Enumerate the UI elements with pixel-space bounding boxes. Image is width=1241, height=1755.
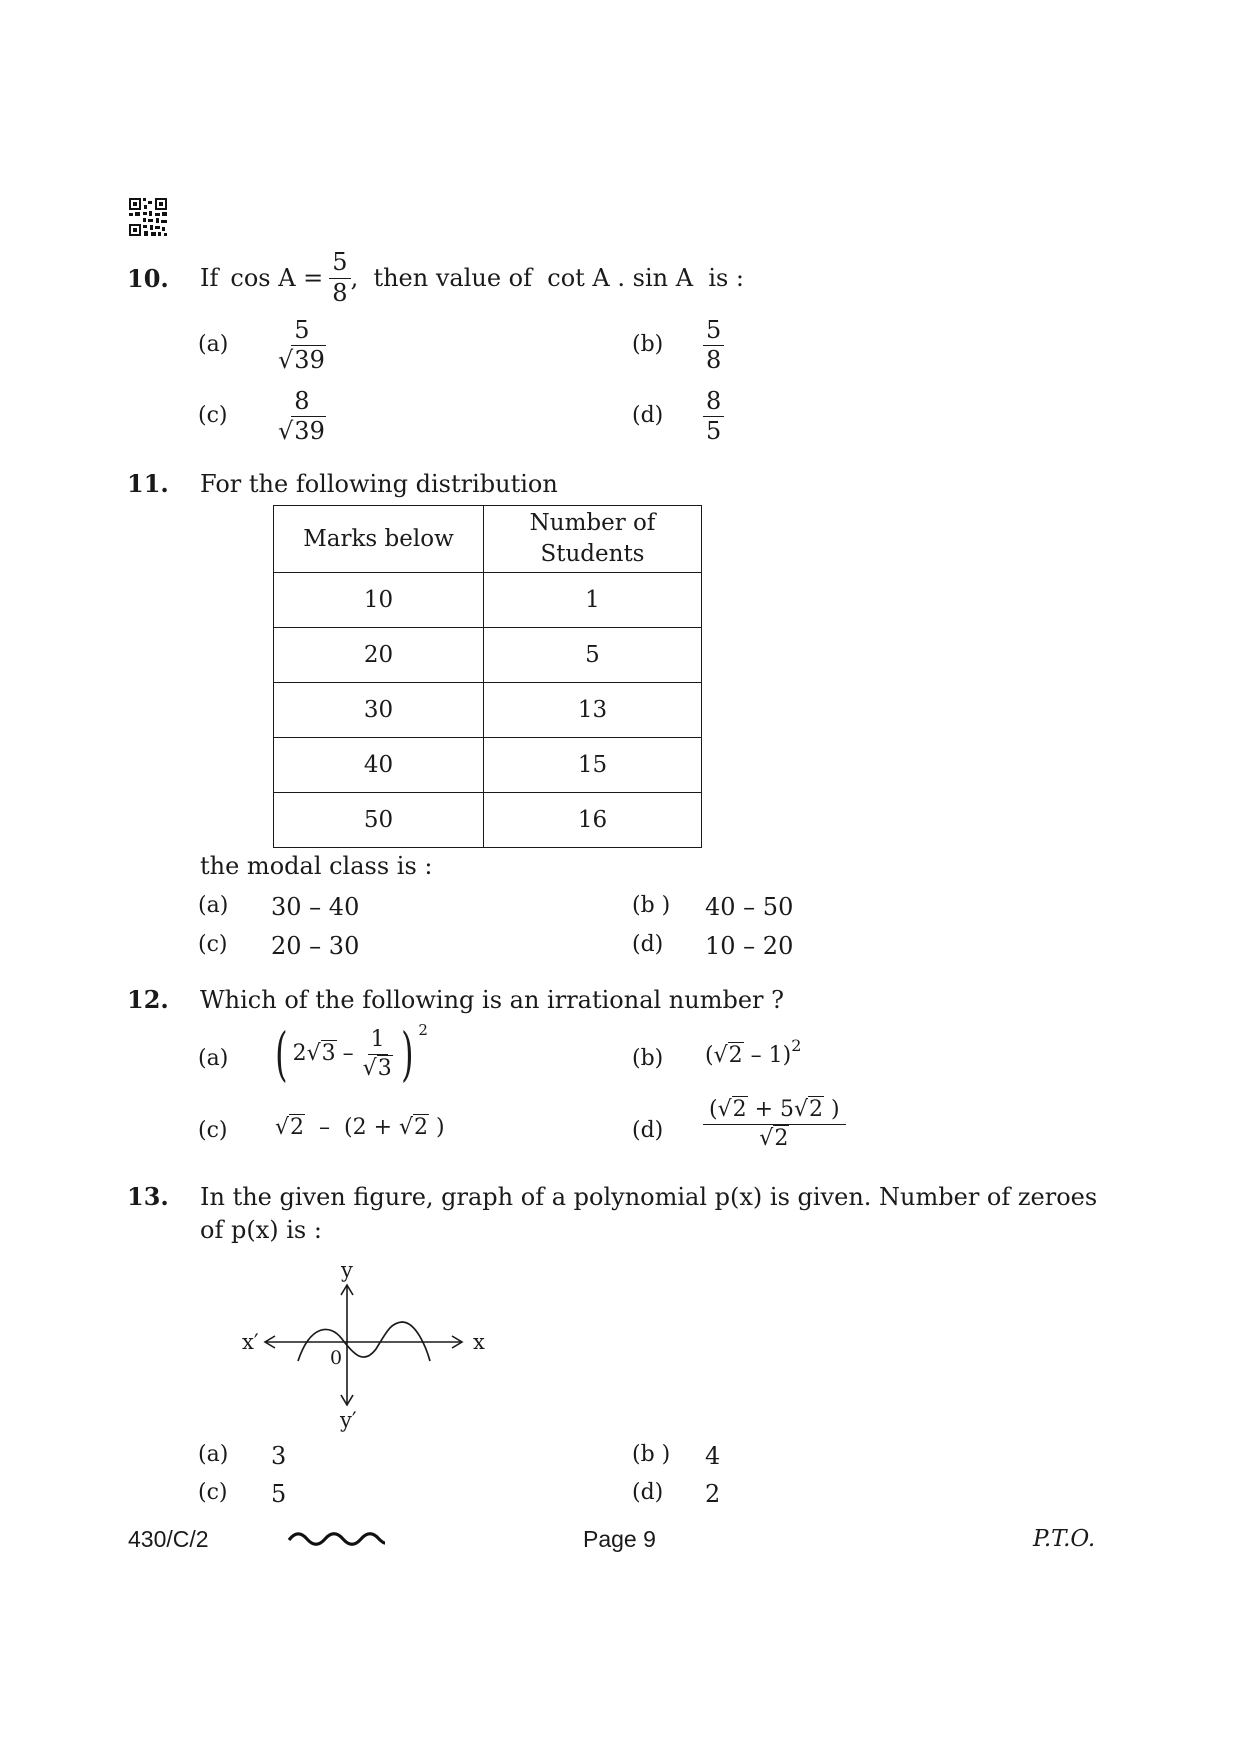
numerator: 5: [329, 250, 350, 278]
fraction: [703, 318, 724, 373]
option-a-label: (a): [198, 1046, 229, 1071]
table-row: [274, 683, 702, 738]
table-row: [274, 738, 702, 793]
fraction: [329, 250, 350, 305]
denominator: 8: [332, 278, 348, 307]
question-text-part: If: [200, 264, 219, 292]
denominator: √39: [278, 346, 325, 375]
numerator: 5: [703, 318, 724, 346]
question-text: of p(x) is :: [200, 1216, 322, 1244]
option-b-label: (b): [632, 332, 664, 357]
table-cell: 40: [274, 738, 484, 793]
option-d-label: (d): [632, 1480, 664, 1505]
option-b-value: [703, 318, 724, 373]
fraction: [275, 389, 329, 444]
table-header-row: [274, 506, 702, 573]
question-text-part: cos A =: [230, 264, 324, 292]
distribution-table: [273, 505, 702, 848]
table-cell: 50: [274, 793, 484, 848]
question-number: 12.: [127, 985, 169, 1014]
y-prime-label: y′: [340, 1408, 357, 1432]
polynomial-graph-figure: [230, 1255, 500, 1445]
option-d-label: (d): [632, 403, 664, 428]
option-b-value: 40 – 50: [705, 893, 794, 921]
option-d-label: (d): [632, 1118, 664, 1143]
option-b-label: (b ): [632, 1442, 671, 1467]
table-cell: 13: [484, 683, 702, 738]
option-a-value: 3: [271, 1442, 287, 1470]
option-a-value: [275, 318, 329, 373]
option-d-value: [703, 1098, 846, 1150]
option-d-value: 2: [705, 1480, 721, 1508]
question-text-part: , then value of cot A . sin A is :: [350, 264, 745, 292]
question-text: the modal class is :: [200, 852, 433, 880]
option-b-value: (√2 – 1)$^2$: [705, 1036, 802, 1068]
question-text: In the given figure, graph of a polynomial p(x) is given. Number of zeroes: [200, 1183, 1098, 1211]
option-a-value: 30 – 40: [271, 893, 360, 921]
question-text: [200, 250, 744, 306]
option-c-value: 5: [271, 1480, 287, 1508]
table-cell: 16: [484, 793, 702, 848]
option-c-value: 20 – 30: [271, 932, 360, 960]
option-c-label: (c): [198, 403, 228, 428]
x-label: x: [473, 1330, 485, 1354]
fraction: [275, 318, 329, 373]
option-a-value: ( 2√3 – $\frac{1}{√3}$ ) 2: [275, 1020, 428, 1088]
fraction: [703, 389, 724, 444]
option-d-label: (d): [632, 932, 664, 957]
table-row: [274, 793, 702, 848]
paper-code: 430/C/2: [128, 1526, 209, 1552]
option-c-label: (c): [198, 1480, 228, 1505]
denominator: 5: [706, 417, 722, 446]
numerator: 5: [291, 318, 312, 346]
option-a-label: (a): [198, 332, 229, 357]
table-header-cell: Number of Students: [484, 506, 702, 573]
option-c-label: (c): [198, 1118, 228, 1143]
option-d-value: 10 – 20: [705, 932, 794, 960]
wave-decoration-icon: [287, 1530, 387, 1548]
table-row: [274, 573, 702, 628]
numerator: 8: [291, 389, 312, 417]
option-b-value: 4: [705, 1442, 721, 1470]
question-number: 11.: [127, 469, 169, 498]
table-cell: 15: [484, 738, 702, 793]
numerator: 8: [703, 389, 724, 417]
option-a-label: (a): [198, 1442, 229, 1467]
table-cell: 5: [484, 628, 702, 683]
table-cell: 1: [484, 573, 702, 628]
origin-label: 0: [330, 1347, 343, 1369]
fraction: $\frac{(√2 + 5√2 )}{√2}$: [703, 1098, 846, 1150]
table-cell: 10: [274, 573, 484, 628]
question-number: 13.: [127, 1182, 169, 1211]
y-label: y: [341, 1258, 353, 1282]
qr-code-icon: [129, 198, 167, 236]
table-cell: 30: [274, 683, 484, 738]
question-number: 10.: [127, 264, 169, 293]
table-header-cell: Marks below: [274, 506, 484, 573]
denominator: 8: [706, 346, 722, 375]
pto-label: P.T.O.: [1033, 1526, 1096, 1552]
option-c-value: [275, 389, 329, 444]
option-d-value: [703, 389, 724, 444]
option-b-label: (b): [632, 1046, 664, 1071]
denominator: √39: [278, 417, 325, 446]
x-prime-label: x′: [242, 1330, 259, 1354]
option-a-label: (a): [198, 893, 229, 918]
option-b-label: (b ): [632, 893, 671, 918]
table-cell: 20: [274, 628, 484, 683]
question-text: Which of the following is an irrational number ?: [200, 986, 785, 1014]
table-row: [274, 628, 702, 683]
option-c-value: √2 – (2 + √2 ): [275, 1115, 445, 1140]
fraction: $\frac{1}{√3}$: [362, 1027, 392, 1081]
radicand: 39: [294, 346, 325, 375]
radicand: 39: [294, 417, 325, 446]
question-text: For the following distribution: [200, 470, 558, 498]
page-number: Page 9: [583, 1526, 656, 1552]
option-c-label: (c): [198, 932, 228, 957]
